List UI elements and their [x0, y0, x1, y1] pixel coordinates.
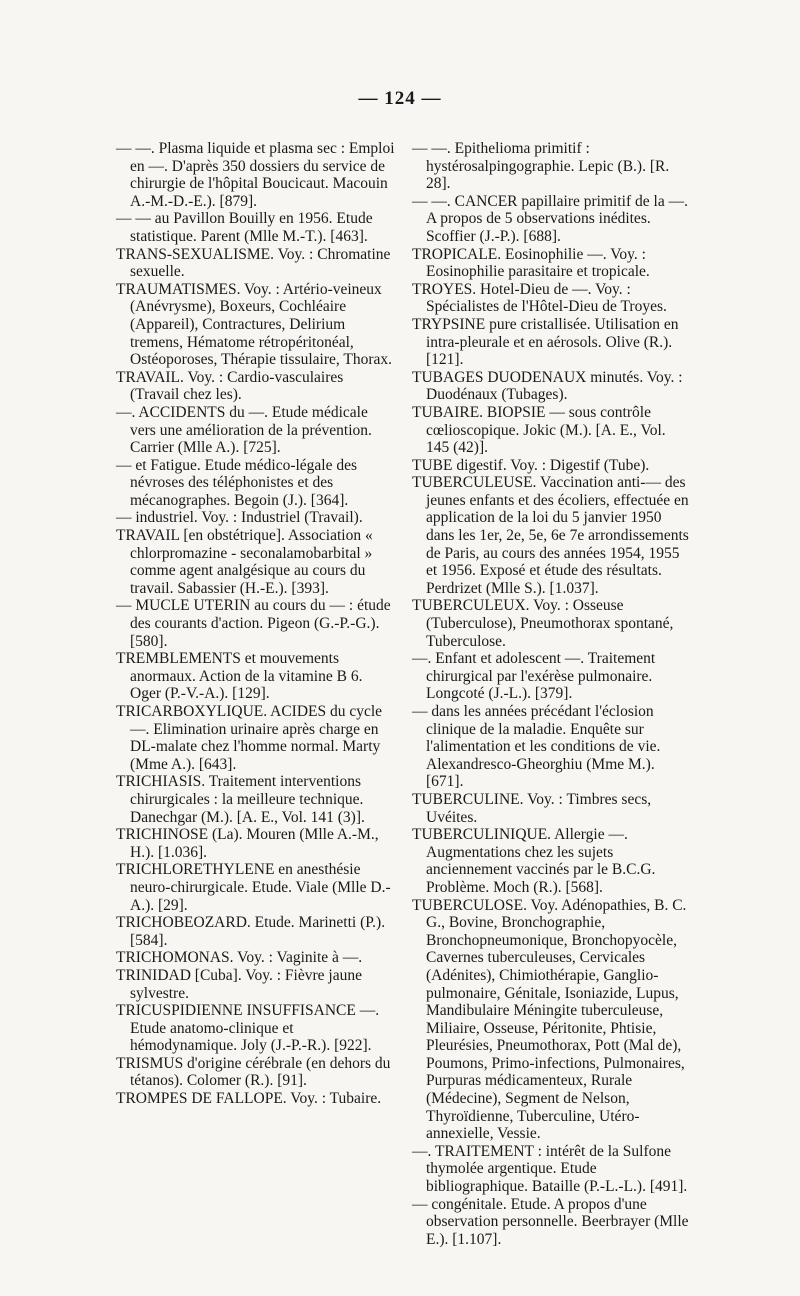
index-entry: TROPICALE. Eosinophilie —. Voy. : Eosinophilie parasitaire et tropicale. [412, 245, 650, 281]
index-entry: TRICARBOXYLIQUE. ACIDES du cycle —. Elimination urinaire après charge en DL-malate chez l'homme normal. Marty (Mme A.). [643]. [116, 703, 383, 773]
left-column [116, 140, 396, 1108]
index-entry: TUBERCULEUX. Voy. : Osseuse (Tuberculose), Pneumothorax spontané, Tuberculose. [412, 597, 674, 650]
index-entry: TRAVAIL [en obstétrique]. Association « chlorpromazine - seconalamobarbital » comme agent analgésique au cours du travail. Sabassier (H.-E.). [393]. [116, 527, 373, 597]
index-entry: TUBAGES DUODENAUX minutés. Voy. : Duodénaux (Tubages). [412, 368, 683, 404]
index-entry: — —. Plasma liquide et plasma sec : Emploi en —. D'après 350 dossiers du service de chirurgie de l'hôpital Boucicaut. Macouin A.-M.-D.-E.). [879]. [116, 140, 395, 210]
index-entry: — — au Pavillon Bouilly en 1956. Etude statistique. Parent (Mlle M.-T.). [463]. [116, 210, 373, 245]
index-entry: TREMBLEMENTS et mouvements anormaux. Action de la vitamine B 6. Oger (P.-V.-A.). [129]. [116, 650, 363, 703]
index-entry: TRINIDAD [Cuba]. Voy. : Fièvre jaune sylvestre. [116, 966, 362, 1002]
index-entry: TRISMUS d'origine cérébrale (en dehors du tétanos). Colomer (R.). [91]. [116, 1054, 391, 1090]
index-entry: TRANS-SEXUALISME. Voy. : Chromatine sexuelle. [116, 245, 391, 281]
index-entry: — industriel. Voy. : Industriel (Travail). [116, 509, 363, 527]
index-entry: TUBERCULINIQUE. Allergie —. Augmentations chez les sujets anciennement vaccinés par le B.C.G. Problème. Moch (R.). [568]. [412, 826, 656, 896]
index-entry: — dans les années précédant l'éclosion clinique de la maladie. Enquête sur l'alimentation et les conditions de vie. Alexandresco-Gheorghiu (Mme M.). [671]. [412, 703, 661, 791]
index-entry: TUBERCULOSE. Voy. Adénopathies, B. C. G., Bovine, Bronchographie, Bronchopneumonique, Bronchopyocèle, Cavernes tuberculeuses, Cervicales (Adénites), Chimiothérapie, Ganglio-pulmonaire, Génitale, Isoniazide, Lupus, Mandibulaire Méningite tuberculeuse, Miliaire, Osseuse, Péritonite, Phtisie, Pleurésies, Pneumothorax, Pott (Mal de), Poumons, Primo-infections, Pulmonaires, Purpuras médicamenteux, Rurale (Médecine), Segment de Nelson, Thyroïdienne, Tuberculine, Utéro-annexielle, Vessie. [412, 896, 687, 1143]
index-entry: TRICHOBEOZARD. Etude. Marinetti (P.). [584]. [116, 914, 386, 949]
index-entry: TRAVAIL. Voy. : Cardio-vasculaires (Travail chez les). [116, 368, 344, 404]
right-column [412, 140, 692, 1248]
index-entry: TRICHLORETHYLENE en anesthésie neuro-chirurgicale. Etude. Viale (Mlle D.-A.). [29]. [116, 861, 391, 914]
index-entry: TRICHOMONAS. Voy. : Vaginite à —. [116, 949, 363, 967]
index-entry: — et Fatigue. Etude médico-légale des névroses des téléphonistes et des mécanographes. Begoin (J.). [364]. [116, 456, 358, 509]
index-entry: — —. CANCER papillaire primitif de la —. A propos de 5 observations inédites. Scoffier (J.-P.). [688]. [412, 192, 688, 245]
index-entry: TUBE digestif. Voy. : Digestif (Tube). [412, 456, 650, 474]
index-entry: TRICHINOSE (La). Mouren (Mlle A.-M., H.). [1.036]. [116, 826, 379, 861]
index-entry: TUBERCULEUSE. Vaccination anti-— des jeunes enfants et des écoliers, effectuée en application de la loi du 5 janvier 1950 dans les 1er, 2e, 5e, 6e 7e arrondissements de Paris, au cours des années 1954, 1955 et 1956. Exposé et étude des résultats. Perdrizet (Mlle S.). [1.037]. [412, 474, 689, 597]
index-entry: TROYES. Hotel-Dieu de —. Voy. : Spécialistes de l'Hôtel-Dieu de Troyes. [412, 280, 667, 316]
index-entry: TROMPES DE FALLOPE. Voy. : Tubaire. [116, 1090, 382, 1108]
index-entry: TRICHIASIS. Traitement interventions chirurgicales : la meilleure technique. Danechgar (M.). [A. E., Vol. 141 (3)]. [116, 773, 365, 826]
index-entry: TUBAIRE. BIOPSIE — sous contrôle cœlioscopique. Jokic (M.). [A. E., Vol. 145 (42)]. [412, 403, 666, 457]
index-entry: —. Enfant et adolescent —. Traitement chirurgical par l'exérèse pulmonaire. Longcoté (J.-L.). [379]. [412, 650, 656, 703]
index-entry: — —. Epithelioma primitif : hystérosalpingographie. Lepic (B.). [R. 28]. [412, 140, 670, 193]
index-entry: — congénitale. Etude. A propos d'une observation personnelle. Beerbrayer (Mlle E.). [1.107]. [412, 1195, 689, 1248]
index-entry: —. ACCIDENTS du —. Etude médicale vers une amélioration de la prévention. Carrier (Mlle A.). [725]. [116, 403, 372, 457]
page-number: — 124 — [358, 88, 442, 109]
index-entry: TRICUSPIDIENNE INSUFFISANCE —. Etude anatomo-clinique et hémodynamique. Joly (J.-P.-R.). [922]. [116, 1002, 380, 1055]
index-entry: — MUCLE UTERIN au cours du — : étude des courants d'action. Pigeon (G.-P.-G.). [580]. [116, 597, 391, 650]
index-entry: TUBERCULINE. Voy. : Timbres secs, Uvéites. [412, 790, 652, 826]
index-entry: TRYPSINE pure cristallisée. Utilisation en intra-pleurale et en aérosols. Olive (R.). [121]. [412, 315, 679, 369]
index-entry: TRAUMATISMES. Voy. : Artério-veineux (Anévrysme), Boxeurs, Cochléaire (Appareil), Contractures, Delirium tremens, Hématome rétropéritonéal, Ostéoporoses, Thérapie tissulaire, Thorax. [116, 280, 393, 369]
index-entry: —. TRAITEMENT : intérêt de la Sulfone thymolée argentique. Etude bibliographique. Bataille (P.-L.-L.). [491]. [412, 1142, 688, 1196]
